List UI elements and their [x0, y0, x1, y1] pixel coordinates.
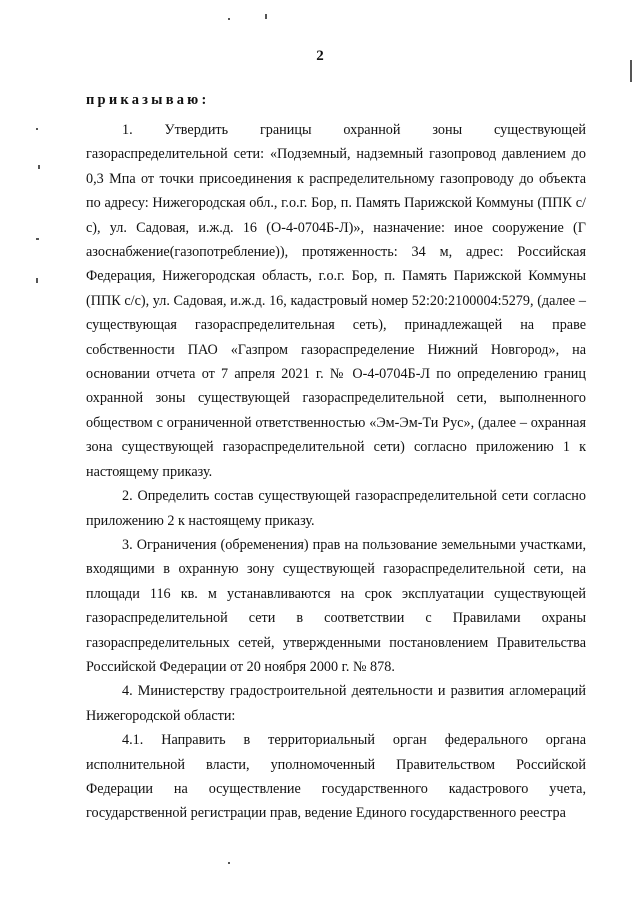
paragraph-2: 2. Определить состав существующей газораспределительной сети согласно приложению 2 к настоящему приказу. — [86, 488, 586, 529]
scan-mark — [36, 128, 38, 130]
page-number: 2 — [316, 48, 324, 64]
paragraph-1: 1. Утвердить границы охранной зоны существующей газораспределительной сети: «Подземный, надземный газопровод давлением до 0,3 Мпа от точки присоединения к распределительному газопроводу до объекта по адресу: Нижегородская обл., г.о.г. Бор, п. Память Парижской Коммуны (ППК с/с), ул. Садовая, и.ж.д. 16 (О-4-0704Б-Л)», назначение: иное сооружение (Г азоснабжение(газопотребление)), протяженность: 34 м, адрес: Российская Федерация, Нижегородская область, г.о.г. Бор, п. Память Парижской Коммуны (ППК с/с), ул. Садовая, и.ж.д. 16, кадастровый номер 52:20:2100004:5279, (далее – существующая газораспределительная сеть), принадлежащей на праве собственности ПАО «Газпром газораспределение Нижний Новгород», на основании отчета от 7 апреля 2021 г. № О-4-0704Б-Л по определению границ охранной зоны существующей газораспределительной сети, выполненного обществом с ограниченной ответственностью «Эм-Эм-Ти Рус», (далее – охранная зона существующей газораспределительной сети) согласно приложению 1 к настоящему приказу. — [86, 122, 586, 480]
scan-mark — [38, 165, 40, 169]
scan-mark — [630, 60, 632, 82]
scan-mark — [228, 862, 230, 864]
order-heading: приказываю: — [86, 92, 210, 108]
scan-mark — [36, 238, 39, 240]
paragraph-4-1: 4.1. Направить в территориальный орган федерального органа исполнительной власти, уполномоченный Правительством Российской Федерации на осуществление государственного кадастрового учета, государственной регистрации прав, ведение Единого государственного реестра — [86, 732, 586, 822]
document-body — [86, 118, 586, 826]
scan-mark — [228, 18, 230, 20]
scan-mark — [265, 14, 267, 19]
scan-mark — [36, 278, 38, 283]
paragraph-3: 3. Ограничения (обременения) прав на пользование земельными участками, входящими в охранную зону существующей газораспределительной сети, на площади 116 кв. м устанавливаются на срок эксплуатации существующей газораспределительной сети в соответствии с Правилами охраны газораспределительных сетей, утвержденными постановлением Правительства Российской Федерации от 20 ноября 2000 г. № 878. — [86, 536, 586, 675]
paragraph-4: 4. Министерству градостроительной деятельности и развития агломераций Нижегородской области: — [86, 683, 586, 724]
